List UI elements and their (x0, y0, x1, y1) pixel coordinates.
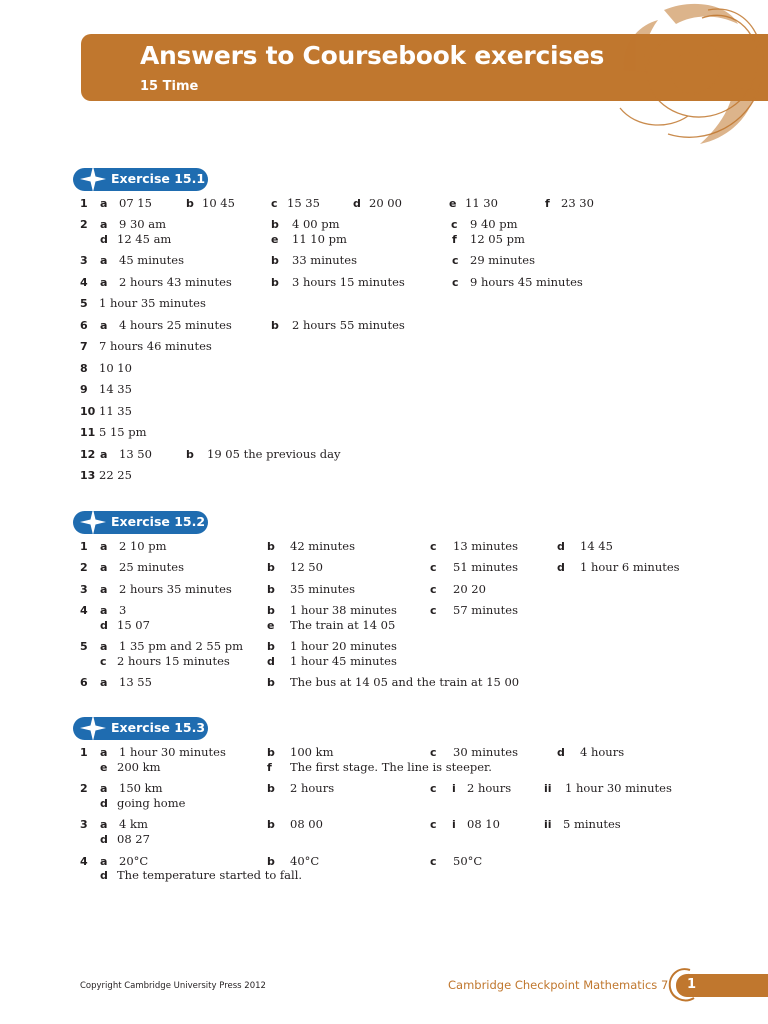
part-letter: c (452, 276, 459, 289)
part-letter: b (267, 640, 275, 653)
part-letter: c (430, 561, 437, 574)
answer-text: 9 40 pm (470, 217, 518, 231)
answer-text: 2 hours (290, 781, 335, 795)
part-letter: c (451, 218, 458, 231)
part-letter: b (267, 676, 275, 689)
answer-text: 2 hours 15 minutes (117, 654, 230, 668)
answer-text: 11 35 (99, 404, 132, 418)
answer-text: 11 30 (465, 196, 498, 210)
answer-text: 2 hours 35 minutes (119, 582, 232, 596)
answer-text: 13 50 (119, 447, 152, 461)
answer-text: 5 15 pm (99, 425, 147, 439)
part-letter: b (267, 782, 275, 795)
subpart-numeral: i (452, 818, 456, 831)
question-number: 7 (80, 340, 88, 353)
question-number: 3 (80, 254, 88, 267)
exercise-label: Exercise 15.1 (111, 171, 206, 186)
answer-text: 1 hour 35 minutes (99, 296, 206, 310)
answer-text: 3 (119, 603, 127, 617)
answer-text: 11 10 pm (292, 232, 347, 246)
question-number: 2 (80, 782, 88, 795)
part-letter: a (100, 583, 108, 596)
question-number: 6 (80, 676, 88, 689)
answer-text: 4 00 pm (292, 217, 340, 231)
answer-text: 14 35 (99, 382, 132, 396)
part-letter: c (430, 746, 437, 759)
star-icon (79, 165, 107, 193)
part-letter: b (267, 540, 275, 553)
answer-text: 1 hour 6 minutes (580, 560, 680, 574)
answer-text: 10 45 (202, 196, 235, 210)
part-letter: a (100, 782, 108, 795)
question-number: 12 (80, 448, 96, 461)
part-letter: b (271, 276, 279, 289)
part-letter: e (449, 197, 457, 210)
star-icon (79, 508, 107, 536)
answer-text: 2 hours (467, 781, 512, 795)
part-letter: d (100, 619, 108, 632)
answer-text: 13 minutes (453, 539, 519, 553)
exercise-heading (73, 168, 208, 191)
answer-text: 150 km (119, 781, 163, 795)
question-number: 5 (80, 640, 88, 653)
exercise-label: Exercise 15.3 (111, 720, 206, 735)
book-title: Cambridge Checkpoint Mathematics 7 (448, 978, 669, 992)
answer-text: 13 55 (119, 675, 152, 689)
part-letter: d (557, 561, 565, 574)
part-letter: c (100, 655, 107, 668)
exercise-heading (73, 717, 208, 740)
answer-text: 3 hours 15 minutes (292, 275, 405, 289)
answer-text: 5 minutes (563, 817, 621, 831)
copyright-notice: Copyright Cambridge University Press 2012 (80, 981, 266, 991)
answer-text: 57 minutes (453, 603, 519, 617)
question-number: 13 (80, 469, 96, 482)
part-letter: e (267, 619, 275, 632)
part-letter: f (452, 233, 457, 246)
answer-text: The bus at 14 05 and the train at 15 00 (290, 675, 520, 689)
part-letter: c (430, 782, 437, 795)
answer-text: 1 hour 45 minutes (290, 654, 397, 668)
answer-text: 40°C (290, 854, 320, 868)
part-letter: b (267, 818, 275, 831)
part-letter: a (100, 818, 108, 831)
part-letter: e (100, 761, 108, 774)
answer-text: The train at 14 05 (290, 618, 396, 632)
answer-text: 200 km (117, 760, 161, 774)
page-title: Answers to Coursebook exercises (140, 41, 605, 70)
answer-text: 10 10 (99, 361, 132, 375)
part-letter: a (100, 540, 108, 553)
part-letter: a (100, 604, 108, 617)
answer-text: 19 05 the previous day (207, 447, 341, 461)
part-letter: f (545, 197, 550, 210)
exercise-heading (73, 511, 208, 534)
answer-text: 20 20 (453, 582, 486, 596)
answer-text: 20 00 (369, 196, 402, 210)
question-number: 4 (80, 855, 88, 868)
page-number: 1 (687, 977, 697, 992)
part-letter: b (186, 197, 194, 210)
question-number: 6 (80, 319, 88, 332)
subpart-numeral: ii (544, 818, 552, 831)
answer-text: 15 35 (287, 196, 320, 210)
question-number: 4 (80, 276, 88, 289)
part-letter: c (430, 604, 437, 617)
subpart-numeral: ii (544, 782, 552, 795)
part-letter: d (353, 197, 361, 210)
answer-text: 14 45 (580, 539, 613, 553)
answer-text: 4 km (119, 817, 148, 831)
question-number: 8 (80, 362, 88, 375)
answer-text: 12 05 pm (470, 232, 525, 246)
part-letter: b (267, 561, 275, 574)
part-letter: e (271, 233, 279, 246)
answer-text: 1 hour 30 minutes (565, 781, 672, 795)
answer-text: The temperature started to fall. (117, 868, 303, 882)
answer-text: 45 minutes (119, 253, 185, 267)
answer-text: 07 15 (119, 196, 152, 210)
answer-text: 7 hours 46 minutes (99, 339, 212, 353)
answer-text: 9 30 am (119, 217, 167, 231)
answer-text: 23 30 (561, 196, 594, 210)
answer-text: 35 minutes (290, 582, 356, 596)
part-letter: b (271, 319, 279, 332)
question-number: 11 (80, 426, 96, 439)
answer-text: 4 hours (580, 745, 625, 759)
part-letter: b (267, 746, 275, 759)
part-letter: c (430, 583, 437, 596)
part-letter: c (271, 197, 278, 210)
question-number: 1 (80, 540, 88, 553)
answer-text: 12 50 (290, 560, 323, 574)
question-number: 1 (80, 197, 88, 210)
question-number: 10 (80, 405, 96, 418)
answer-text: 50°C (453, 854, 483, 868)
answer-text: 42 minutes (290, 539, 356, 553)
answer-text: 22 25 (99, 468, 132, 482)
part-letter: c (430, 855, 437, 868)
answer-text: 1 hour 30 minutes (119, 745, 226, 759)
answer-text: 1 35 pm and 2 55 pm (119, 639, 243, 653)
question-number: 9 (80, 383, 88, 396)
part-letter: a (100, 746, 108, 759)
part-letter: a (100, 855, 108, 868)
exercise-label: Exercise 15.2 (111, 514, 206, 529)
question-number: 3 (80, 818, 88, 831)
part-letter: c (430, 818, 437, 831)
part-letter: a (100, 276, 108, 289)
star-icon (79, 714, 107, 742)
answer-text: 4 hours 25 minutes (119, 318, 232, 332)
answer-text: 2 10 pm (119, 539, 167, 553)
answer-text: 08 27 (117, 832, 150, 846)
swirl-logo-icon (606, 0, 768, 155)
part-letter: a (100, 561, 108, 574)
part-letter: b (267, 583, 275, 596)
answer-text: 30 minutes (453, 745, 519, 759)
part-letter: d (100, 233, 108, 246)
part-letter: c (452, 254, 459, 267)
question-number: 2 (80, 218, 88, 231)
answer-text: 2 hours 55 minutes (292, 318, 405, 332)
answer-text: 15 07 (117, 618, 150, 632)
answer-text: 9 hours 45 minutes (470, 275, 583, 289)
part-letter: b (267, 604, 275, 617)
chapter-subtitle: 15 Time (140, 79, 199, 94)
part-letter: b (271, 218, 279, 231)
part-letter: d (267, 655, 275, 668)
part-letter: b (267, 855, 275, 868)
answer-text: 100 km (290, 745, 334, 759)
answer-text: 29 minutes (470, 253, 536, 267)
subpart-numeral: i (452, 782, 456, 795)
answer-text: 12 45 am (117, 232, 172, 246)
part-letter: d (557, 540, 565, 553)
answer-text: The first stage. The line is steeper. (290, 760, 492, 774)
part-letter: d (100, 833, 108, 846)
part-letter: a (100, 319, 108, 332)
part-letter: a (100, 254, 108, 267)
part-letter: b (186, 448, 194, 461)
answer-text: 2 hours 43 minutes (119, 275, 232, 289)
question-number: 2 (80, 561, 88, 574)
part-letter: f (267, 761, 272, 774)
question-number: 5 (80, 297, 88, 310)
part-letter: a (100, 448, 108, 461)
answer-text: 33 minutes (292, 253, 358, 267)
part-letter: a (100, 197, 108, 210)
part-letter: a (100, 640, 108, 653)
answer-text: 25 minutes (119, 560, 185, 574)
part-letter: a (100, 218, 108, 231)
part-letter: d (100, 797, 108, 810)
part-letter: a (100, 676, 108, 689)
part-letter: d (557, 746, 565, 759)
part-letter: d (100, 869, 108, 882)
answer-text: 08 00 (290, 817, 323, 831)
question-number: 3 (80, 583, 88, 596)
part-letter: b (271, 254, 279, 267)
answer-text: 1 hour 20 minutes (290, 639, 397, 653)
swirl-icon (664, 964, 702, 1006)
answer-text: going home (117, 796, 186, 810)
answer-text: 08 10 (467, 817, 500, 831)
question-number: 4 (80, 604, 88, 617)
part-letter: c (430, 540, 437, 553)
answer-text: 51 minutes (453, 560, 519, 574)
answer-text: 1 hour 38 minutes (290, 603, 397, 617)
question-number: 1 (80, 746, 88, 759)
answer-text: 20°C (119, 854, 149, 868)
